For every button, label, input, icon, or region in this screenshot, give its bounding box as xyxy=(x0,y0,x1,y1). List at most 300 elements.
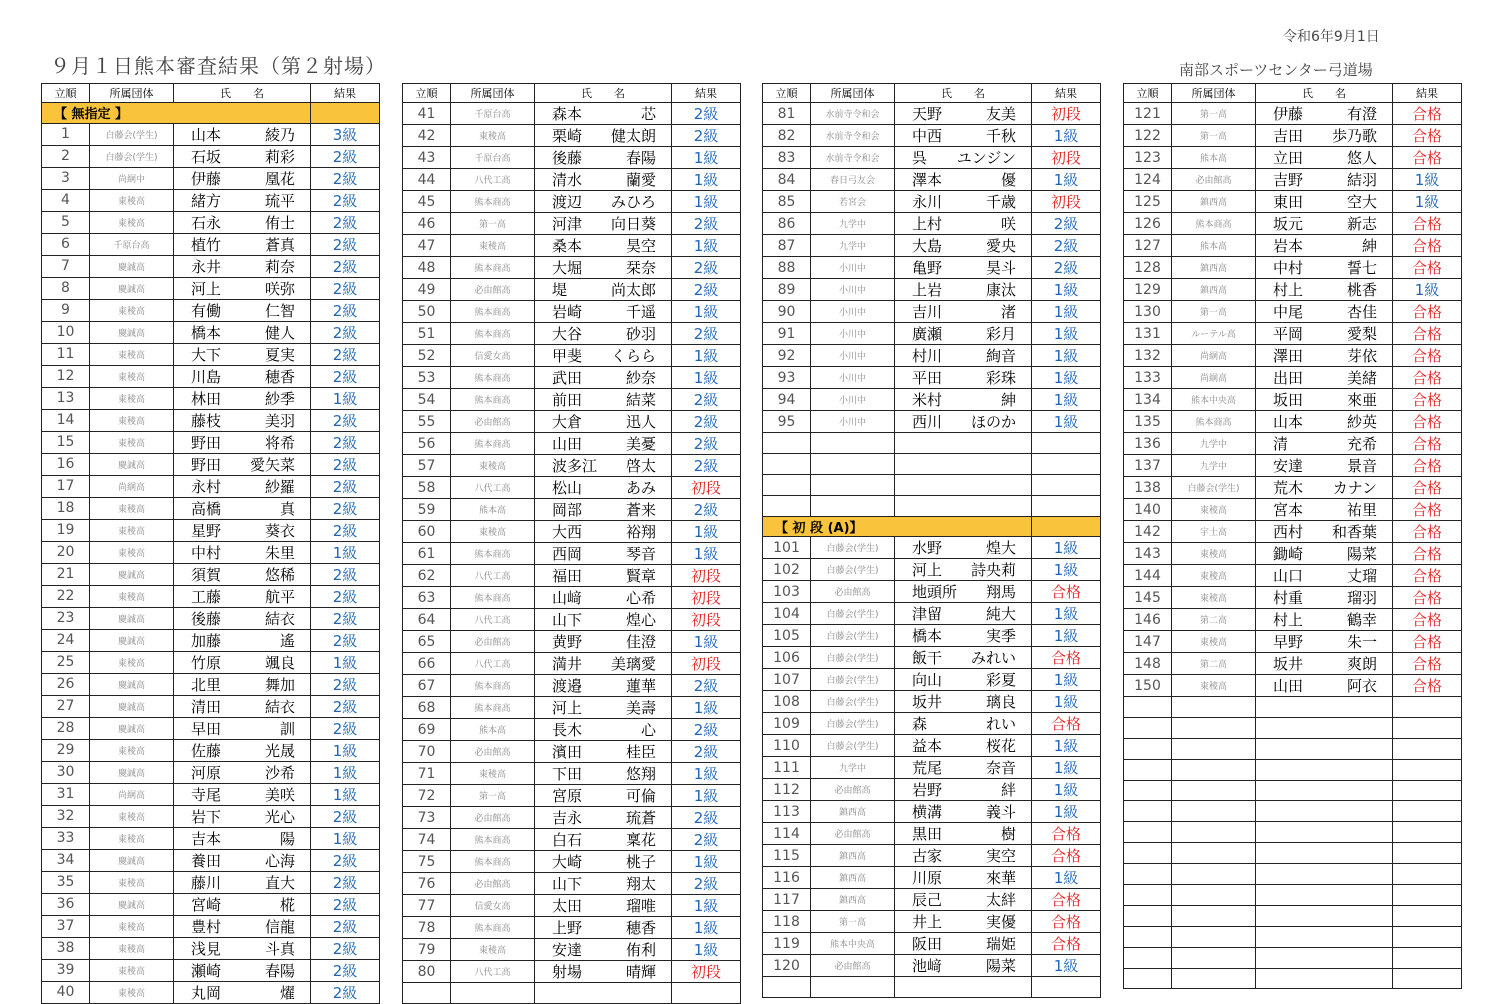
empty-cell xyxy=(672,983,741,1004)
entry-number: 70 xyxy=(403,741,451,763)
entry-result: 2級 xyxy=(311,321,380,343)
entry-result: 2級 xyxy=(311,805,380,827)
entry-result: 1級 xyxy=(672,895,741,917)
table-row xyxy=(42,695,380,717)
last-name: 河上 xyxy=(552,699,583,717)
entry-organization: 慶誠高 xyxy=(90,761,174,783)
last-name: 野田 xyxy=(191,455,222,474)
entry-result: 合格 xyxy=(1032,845,1101,867)
entry-number: 83 xyxy=(763,147,811,169)
first-name: 葵衣 xyxy=(264,521,295,540)
entry-name xyxy=(895,603,1032,625)
entry-organization: 熊本商高 xyxy=(451,367,535,389)
empty-cell xyxy=(1393,759,1462,780)
entry-result: 2級 xyxy=(311,607,380,629)
entry-name xyxy=(174,783,311,805)
last-name: 水野 xyxy=(912,539,943,558)
first-name: 璃良 xyxy=(985,693,1016,712)
entry-number: 132 xyxy=(1124,345,1172,367)
last-name: 池﨑 xyxy=(912,957,943,976)
entry-number: 147 xyxy=(1124,631,1172,653)
entry-result: 2級 xyxy=(311,453,380,475)
entry-name xyxy=(174,981,311,1003)
last-name: 澤本 xyxy=(912,171,943,189)
entry-result: 1級 xyxy=(672,191,741,213)
entry-number: 150 xyxy=(1124,675,1172,697)
entry-result: 2級 xyxy=(311,343,380,365)
entry-organization: 八代工高 xyxy=(451,609,535,631)
entry-number: 87 xyxy=(763,235,811,257)
first-name: 斗真 xyxy=(264,939,295,958)
first-name: 可倫 xyxy=(625,787,656,805)
last-name: 福田 xyxy=(552,567,583,585)
entry-name xyxy=(535,631,672,653)
entry-number: 47 xyxy=(403,235,451,257)
entry-organization: 慶誠高 xyxy=(90,277,174,299)
entry-organization: 東稜高 xyxy=(90,871,174,893)
entry-number: 130 xyxy=(1124,301,1172,323)
table-row xyxy=(1124,455,1462,477)
entry-name xyxy=(1256,521,1393,543)
first-name: 愛矢菜 xyxy=(249,455,295,474)
empty-cell xyxy=(1256,759,1393,780)
entry-result: 1級 xyxy=(1032,301,1101,323)
last-name: 清田 xyxy=(191,697,222,716)
entry-organization: 八代工高 xyxy=(451,565,535,587)
first-name: 莉奈 xyxy=(264,257,295,276)
entry-organization: 九学中 xyxy=(1172,433,1256,455)
last-name: 村重 xyxy=(1273,589,1304,607)
table-row xyxy=(42,365,380,387)
entry-organization: 第一高 xyxy=(451,785,535,807)
first-name: 信龍 xyxy=(264,917,295,936)
entry-organization: 必由館高 xyxy=(451,873,535,895)
entry-organization: 東稜高 xyxy=(90,189,174,211)
first-name: 結衣 xyxy=(264,609,295,628)
first-name: 健太朗 xyxy=(610,127,656,145)
last-name: 渡辺 xyxy=(552,193,583,211)
empty-row xyxy=(1124,926,1462,947)
entry-name xyxy=(895,691,1032,713)
entry-result: 1級 xyxy=(672,631,741,653)
empty-cell xyxy=(1172,822,1256,843)
entry-organization: 東稜高 xyxy=(451,521,535,543)
entry-name xyxy=(1256,147,1393,169)
header-result: 結果 xyxy=(311,84,380,103)
table-row xyxy=(42,211,380,233)
first-name: ほのか xyxy=(970,413,1016,431)
entry-organization: 小川中 xyxy=(811,367,895,389)
first-name: 賢章 xyxy=(625,567,656,585)
entry-result: 1級 xyxy=(672,785,741,807)
empty-cell xyxy=(1393,697,1462,718)
entry-organization: 東稜高 xyxy=(90,739,174,761)
empty-cell xyxy=(1393,968,1462,989)
table-row xyxy=(42,805,380,827)
entry-name xyxy=(1256,257,1393,279)
entry-name xyxy=(535,169,672,191)
entry-name xyxy=(535,697,672,719)
first-name: 夏実 xyxy=(264,345,295,364)
entry-number: 35 xyxy=(42,871,90,893)
last-name: 星野 xyxy=(191,521,222,540)
entry-organization: 若宮会 xyxy=(811,191,895,213)
entry-result: 2級 xyxy=(672,675,741,697)
table-row xyxy=(763,691,1101,713)
empty-cell xyxy=(811,433,895,454)
first-name: 桃子 xyxy=(625,853,656,871)
table-row xyxy=(42,343,380,365)
empty-row xyxy=(763,495,1101,516)
table-row xyxy=(1124,543,1462,565)
entry-organization: 八代工高 xyxy=(451,169,535,191)
empty-cell xyxy=(1172,717,1256,738)
empty-cell xyxy=(1124,822,1172,843)
empty-cell xyxy=(1256,717,1393,738)
entry-organization: 慶誠高 xyxy=(90,255,174,277)
entry-result: 1級 xyxy=(1032,955,1101,977)
entry-name xyxy=(174,563,311,585)
entry-name xyxy=(895,367,1032,389)
entry-number: 33 xyxy=(42,827,90,849)
first-name: 稟花 xyxy=(625,831,656,849)
entry-organization: 白藤会(学生) xyxy=(811,713,895,735)
entry-organization: 熊本商高 xyxy=(451,697,535,719)
entry-name xyxy=(535,807,672,829)
last-name: 地頭所 xyxy=(912,583,958,602)
first-name: 充希 xyxy=(1346,435,1377,453)
first-name: 将希 xyxy=(264,433,295,452)
last-name: 黒田 xyxy=(912,825,943,844)
last-name: 坂井 xyxy=(1273,655,1304,673)
empty-cell xyxy=(895,977,1032,998)
entry-name xyxy=(535,609,672,631)
entry-result: 1級 xyxy=(1032,867,1101,889)
last-name: 山下 xyxy=(552,875,583,893)
entry-organization: 東稜高 xyxy=(90,981,174,1003)
empty-cell xyxy=(1032,474,1101,495)
first-name: 樹 xyxy=(1000,825,1016,844)
entry-number: 68 xyxy=(403,697,451,719)
empty-row xyxy=(1124,905,1462,926)
entry-name xyxy=(535,917,672,939)
header-num: 立順 xyxy=(403,84,451,103)
entry-result: 1級 xyxy=(672,939,741,961)
entry-number: 4 xyxy=(42,189,90,211)
entry-organization: 東稜高 xyxy=(90,431,174,453)
table-row xyxy=(42,299,380,321)
entry-organization: 熊本商高 xyxy=(451,675,535,697)
entry-organization: 第二高 xyxy=(1172,653,1256,675)
first-name: 航平 xyxy=(264,587,295,606)
entry-name xyxy=(535,103,672,125)
entry-number: 112 xyxy=(763,779,811,801)
entry-name xyxy=(174,805,311,827)
header-num: 立順 xyxy=(1124,84,1172,103)
entry-name xyxy=(895,933,1032,955)
entry-number: 39 xyxy=(42,959,90,981)
last-name: 坂田 xyxy=(1273,391,1304,409)
table-row xyxy=(42,585,380,607)
table-row xyxy=(42,431,380,453)
header-num: 立順 xyxy=(42,84,90,103)
table-row xyxy=(1124,279,1462,301)
entry-result: 合格 xyxy=(1393,147,1462,169)
first-name: 心希 xyxy=(625,589,656,607)
entry-organization: 東稜高 xyxy=(90,343,174,365)
results-table-2 xyxy=(402,83,741,1004)
entry-organization: ルーテル高 xyxy=(1172,323,1256,345)
entry-name xyxy=(535,367,672,389)
entry-organization: 慶誠高 xyxy=(90,607,174,629)
table-row xyxy=(763,301,1101,323)
entry-result: 合格 xyxy=(1393,543,1462,565)
entry-name xyxy=(895,845,1032,867)
entry-result: 2級 xyxy=(672,103,741,125)
last-name: 伊藤 xyxy=(191,169,222,188)
entry-name xyxy=(1256,169,1393,191)
last-name: 河津 xyxy=(552,215,583,233)
table-row xyxy=(763,559,1101,581)
entry-result: 合格 xyxy=(1393,565,1462,587)
last-name: 長木 xyxy=(552,721,583,739)
entry-number: 57 xyxy=(403,455,451,477)
first-name: 結衣 xyxy=(264,697,295,716)
entry-result: 1級 xyxy=(1032,757,1101,779)
last-name: 上村 xyxy=(912,215,943,233)
empty-cell xyxy=(1124,947,1172,968)
entry-result: 1級 xyxy=(672,697,741,719)
entry-name xyxy=(535,741,672,763)
table-row xyxy=(42,915,380,937)
last-name: 上野 xyxy=(552,919,583,937)
table-row xyxy=(1124,565,1462,587)
entry-result: 2級 xyxy=(311,629,380,651)
entry-organization: 白藤会(学生) xyxy=(811,537,895,559)
last-name: 荒尾 xyxy=(912,759,943,778)
entry-organization: 小川中 xyxy=(811,389,895,411)
entry-result: 2級 xyxy=(672,433,741,455)
entry-number: 123 xyxy=(1124,147,1172,169)
table-row xyxy=(42,607,380,629)
entry-organization: 慶誠高 xyxy=(90,563,174,585)
entry-organization: 信愛女高 xyxy=(451,345,535,367)
first-name: 純大 xyxy=(985,605,1016,624)
entry-name xyxy=(1256,301,1393,323)
empty-cell xyxy=(1393,738,1462,759)
empty-cell xyxy=(1032,453,1101,474)
empty-cell xyxy=(1172,801,1256,822)
entry-number: 80 xyxy=(403,961,451,983)
entry-number: 41 xyxy=(403,103,451,125)
entry-result: 2級 xyxy=(311,145,380,167)
entry-number: 30 xyxy=(42,761,90,783)
table-row xyxy=(42,123,380,145)
first-name: 凰花 xyxy=(264,169,295,188)
last-name: 藤枝 xyxy=(191,411,222,430)
empty-cell xyxy=(811,474,895,495)
last-name: 岩野 xyxy=(912,781,943,800)
empty-cell xyxy=(1393,717,1462,738)
table-row xyxy=(763,625,1101,647)
entry-name xyxy=(174,959,311,981)
first-name: 阿衣 xyxy=(1346,677,1377,695)
entry-name xyxy=(895,147,1032,169)
entry-name xyxy=(895,279,1032,301)
entry-name xyxy=(174,475,311,497)
entry-organization: 東稜高 xyxy=(90,937,174,959)
first-name: 康汰 xyxy=(985,281,1016,299)
first-name: ユンジン xyxy=(956,149,1016,167)
table-row xyxy=(1124,301,1462,323)
entry-organization: 必由館高 xyxy=(1172,169,1256,191)
results-table-1 xyxy=(41,83,380,1004)
entry-result: 1級 xyxy=(672,235,741,257)
entry-organization: 東稜高 xyxy=(451,939,535,961)
first-name: 莉彩 xyxy=(264,147,295,166)
first-name: 晴輝 xyxy=(625,963,656,981)
entry-number: 106 xyxy=(763,647,811,669)
entry-name xyxy=(1256,653,1393,675)
entry-number: 77 xyxy=(403,895,451,917)
empty-cell xyxy=(1172,738,1256,759)
table-row xyxy=(403,873,741,895)
entry-organization: 小川中 xyxy=(811,323,895,345)
entry-name xyxy=(895,537,1032,559)
entry-organization: 熊本商高 xyxy=(451,917,535,939)
entry-organization: 東稜高 xyxy=(1172,587,1256,609)
entry-name xyxy=(895,323,1032,345)
last-name: 橋本 xyxy=(191,323,222,342)
table-row xyxy=(763,279,1101,301)
first-name: 啓太 xyxy=(625,457,656,475)
entry-name xyxy=(1256,675,1393,697)
entry-result: 1級 xyxy=(1032,345,1101,367)
table-row xyxy=(403,103,741,125)
entry-organization: 鎮西高 xyxy=(811,801,895,823)
last-name: 濱田 xyxy=(552,743,583,761)
last-name: 出田 xyxy=(1273,369,1304,387)
entry-result: 合格 xyxy=(1393,455,1462,477)
table-row xyxy=(763,603,1101,625)
entry-result: 合格 xyxy=(1393,301,1462,323)
empty-row xyxy=(1124,738,1462,759)
entry-number: 73 xyxy=(403,807,451,829)
entry-name xyxy=(174,673,311,695)
entry-name xyxy=(535,565,672,587)
entry-name xyxy=(1256,587,1393,609)
last-name: 養田 xyxy=(191,851,222,870)
entry-number: 23 xyxy=(42,607,90,629)
table-row xyxy=(42,827,380,849)
first-name: 光晟 xyxy=(264,741,295,760)
entry-name xyxy=(174,607,311,629)
entry-name xyxy=(895,779,1032,801)
entry-name xyxy=(174,519,311,541)
entry-number: 135 xyxy=(1124,411,1172,433)
entry-result: 1級 xyxy=(1032,625,1101,647)
entry-name xyxy=(895,889,1032,911)
empty-cell xyxy=(1256,968,1393,989)
first-name: 有澄 xyxy=(1346,105,1377,123)
table-row xyxy=(403,587,741,609)
empty-cell xyxy=(1172,905,1256,926)
entry-number: 71 xyxy=(403,763,451,785)
entry-number: 88 xyxy=(763,257,811,279)
last-name: 吉川 xyxy=(912,303,943,321)
last-name: 古家 xyxy=(912,847,943,866)
first-name: 誓七 xyxy=(1346,259,1377,277)
entry-organization: 東稜高 xyxy=(1172,675,1256,697)
table-row xyxy=(763,933,1101,955)
venue-name: 南部スポーツセンター弓道場 xyxy=(1179,61,1373,79)
entry-name xyxy=(535,345,672,367)
table-row xyxy=(1124,433,1462,455)
empty-cell xyxy=(1124,926,1172,947)
empty-cell xyxy=(1256,738,1393,759)
last-name: 野田 xyxy=(191,433,222,452)
empty-cell xyxy=(1124,717,1172,738)
entry-organization: 宇土高 xyxy=(1172,521,1256,543)
entry-number: 86 xyxy=(763,213,811,235)
entry-number: 113 xyxy=(763,801,811,823)
first-name: 煌心 xyxy=(625,611,656,629)
first-name: 愛央 xyxy=(985,237,1016,255)
empty-cell xyxy=(1256,697,1393,718)
entry-result: 2級 xyxy=(311,299,380,321)
entry-name xyxy=(1256,499,1393,521)
table-row xyxy=(42,717,380,739)
table-row xyxy=(763,537,1101,559)
first-name: 実空 xyxy=(985,847,1016,866)
table-row xyxy=(403,235,741,257)
entry-name xyxy=(895,191,1032,213)
entry-number: 31 xyxy=(42,783,90,805)
entry-result: 初段 xyxy=(672,587,741,609)
entry-result: 2級 xyxy=(311,277,380,299)
entry-organization: 東稜高 xyxy=(90,915,174,937)
entry-number: 24 xyxy=(42,629,90,651)
empty-cell xyxy=(1124,968,1172,989)
entry-result: 1級 xyxy=(1393,169,1462,191)
first-name: 咲 xyxy=(1000,215,1016,233)
entry-number: 19 xyxy=(42,519,90,541)
entry-organization: 鎮西高 xyxy=(1172,279,1256,301)
entry-result: 2級 xyxy=(311,937,380,959)
entry-name xyxy=(1256,609,1393,631)
table-row xyxy=(403,345,741,367)
entry-result: 合格 xyxy=(1393,411,1462,433)
entry-organization: 九学中 xyxy=(811,213,895,235)
entry-number: 89 xyxy=(763,279,811,301)
entry-name xyxy=(1256,103,1393,125)
entry-organization: 白藤会(学生) xyxy=(811,559,895,581)
entry-organization: 白藤会(学生) xyxy=(811,625,895,647)
entry-result: 合格 xyxy=(1393,477,1462,499)
entry-name xyxy=(174,299,311,321)
entry-name xyxy=(535,873,672,895)
table-row xyxy=(403,917,741,939)
entry-organization: 白藤会(学生) xyxy=(90,123,174,145)
first-name: 直大 xyxy=(264,873,295,892)
entry-name xyxy=(535,257,672,279)
first-name: 絆 xyxy=(1000,781,1016,800)
entry-result: 2級 xyxy=(311,981,380,1003)
first-name: 琉平 xyxy=(264,191,295,210)
entry-organization: 鎮西高 xyxy=(1172,191,1256,213)
last-name: 岩崎 xyxy=(552,303,583,321)
entry-result: 1級 xyxy=(672,521,741,543)
